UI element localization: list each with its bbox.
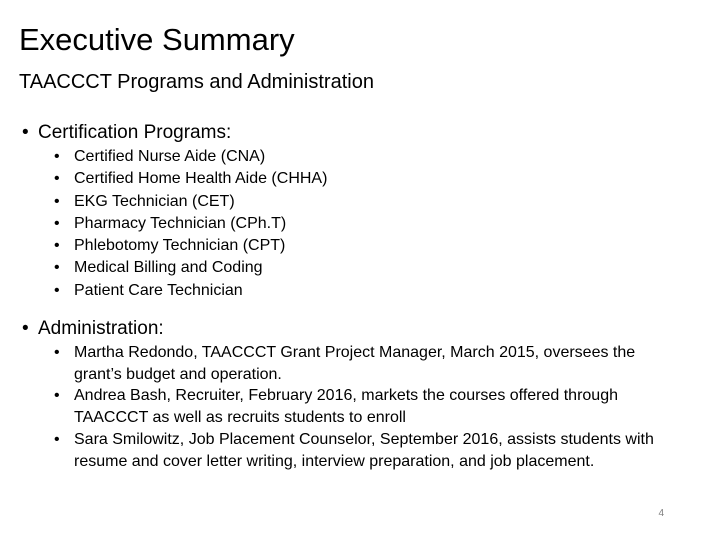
page-title: Executive Summary <box>19 22 295 57</box>
bullet-icon: • <box>54 281 60 299</box>
bullet-icon: • <box>54 170 60 188</box>
bullet-icon: • <box>54 237 60 255</box>
administration-section <box>22 318 676 472</box>
bullet-icon: • <box>22 318 29 339</box>
list-item <box>54 257 327 279</box>
bullet-icon: • <box>54 214 60 232</box>
bullet-icon: • <box>54 430 60 448</box>
list-item <box>54 280 327 302</box>
bullet-icon: • <box>54 148 60 165</box>
list-item <box>54 168 327 190</box>
list-item-text: Medical Billing and Coding <box>74 259 263 277</box>
list-item-text: Pharmacy Technician (CPh.T) <box>74 214 287 232</box>
certification-list <box>54 146 327 302</box>
list-item <box>54 213 327 235</box>
list-item-text: Sara Smilowitz, Job Placement Counselor, September 2016, assists students with resume and cover letter writing, interview preparation, and job placement. <box>74 430 654 470</box>
list-item-text: Andrea Bash, Recruiter, February 2016, markets the courses offered through TAACCCT as well as recruits students to enroll <box>74 387 618 427</box>
administration-heading-text: Administration: <box>38 318 164 339</box>
certification-section <box>22 122 327 302</box>
certification-heading <box>22 122 327 144</box>
page-subtitle: TAACCCT Programs and Administration <box>19 71 374 93</box>
list-item-text: EKG Technician (CET) <box>74 192 235 210</box>
list-item <box>54 191 327 213</box>
bullet-icon: • <box>22 122 29 143</box>
list-item <box>54 385 676 428</box>
bullet-icon: • <box>54 192 60 210</box>
list-item-text: Phlebotomy Technician (CPT) <box>74 237 286 255</box>
list-item <box>54 146 327 168</box>
list-item <box>54 342 676 385</box>
administration-list <box>54 342 676 472</box>
bullet-icon: • <box>54 259 60 277</box>
administration-heading <box>22 318 676 340</box>
bullet-icon: • <box>54 344 60 361</box>
certification-heading-text: Certification Programs: <box>38 122 232 143</box>
list-item-text: Martha Redondo, TAACCCT Grant Project Manager, March 2015, oversees the grant’s budget and operation. <box>74 344 636 383</box>
page-number: 4 <box>658 508 664 519</box>
list-item-text: Certified Nurse Aide (CNA) <box>74 148 266 165</box>
list-item-text: Patient Care Technician <box>74 281 243 299</box>
list-item <box>54 235 327 257</box>
list-item-text: Certified Home Health Aide (CHHA) <box>74 170 328 188</box>
bullet-icon: • <box>54 387 60 405</box>
list-item <box>54 429 676 472</box>
